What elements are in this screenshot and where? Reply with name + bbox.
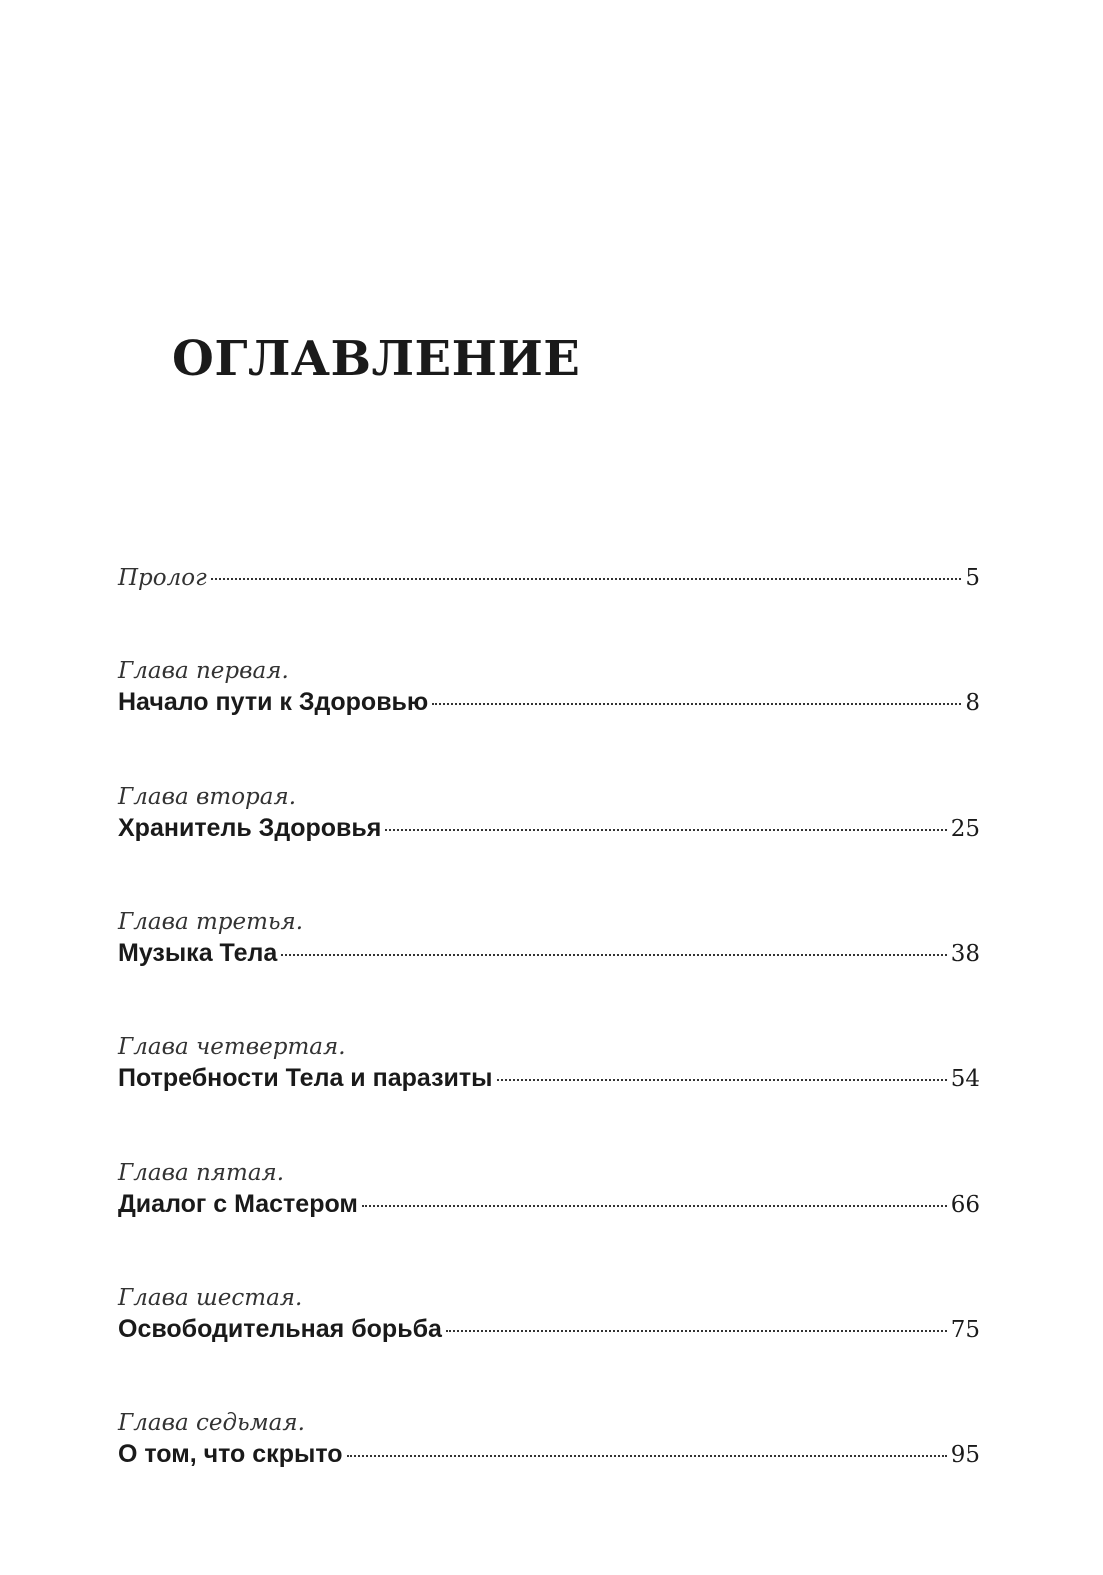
dot-leader [385,829,946,831]
toc-page-number: 66 [950,1192,980,1218]
toc-entry-chapter-2[interactable] [118,782,980,844]
dot-leader [497,1079,947,1081]
toc-chapter-number: Глава третья. [118,909,304,935]
dot-leader [281,954,946,956]
toc-entry-title: Начало пути к Здоровью [118,688,429,716]
toc-entry-title: Потребности Тела и паразиты [118,1064,493,1092]
toc-page-number: 75 [950,1317,980,1343]
toc-entry-title: О том, что скрыто [118,1440,343,1468]
toc-entry-chapter-5[interactable] [118,1158,980,1220]
toc-entry-chapter-4[interactable] [118,1032,980,1094]
dot-leader [347,1455,947,1457]
toc-page-number: 54 [950,1066,980,1092]
toc-entry-title: Диалог с Мастером [118,1190,358,1218]
toc-page-number: 25 [950,816,980,842]
dot-leader [446,1330,947,1332]
toc-chapter-number: Глава четвертая. [118,1034,346,1060]
toc-chapter-number: Глава первая. [118,658,289,684]
page-title: ОГЛАВЛЕНИЕ [172,331,581,387]
toc-entry-chapter-3[interactable] [118,907,980,969]
toc-entry-title: Пролог [118,565,207,591]
toc-page-number: 95 [950,1442,980,1468]
dot-leader [211,578,962,580]
toc-page-number: 8 [965,690,980,716]
toc-entry-chapter-1[interactable] [118,656,980,718]
dot-leader [362,1205,947,1207]
toc-entry-chapter-6[interactable] [118,1283,980,1345]
toc-page-number: 5 [965,565,980,591]
toc-chapter-number: Глава пятая. [118,1160,285,1186]
toc-entry-chapter-7[interactable] [118,1408,980,1470]
toc-entry-title: Музыка Тела [118,939,278,967]
toc-entry-title: Хранитель Здоровья [118,814,382,842]
toc-page-number: 38 [950,941,980,967]
toc-chapter-number: Глава седьмая. [118,1410,305,1436]
dot-leader [432,703,961,705]
toc-entry-title: Освободительная борьба [118,1315,442,1343]
toc-chapter-number: Глава вторая. [118,784,297,810]
toc-entry-prologue[interactable] [118,562,980,594]
toc-chapter-number: Глава шестая. [118,1285,303,1311]
